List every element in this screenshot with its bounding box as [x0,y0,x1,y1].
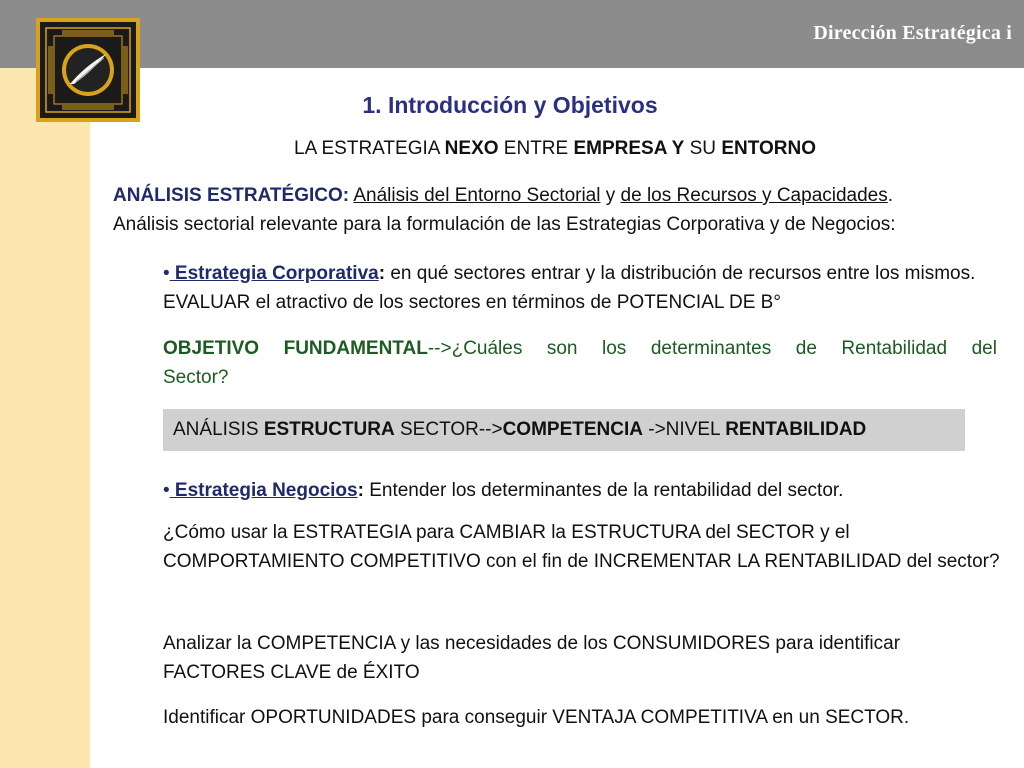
objective-word-1: OBJETIVO [163,338,260,359]
box-bold-2: COMPETENCIA [502,419,643,440]
subtitle-bold-2: EMPRESA Y [573,138,685,159]
objective-word-5: los [602,338,627,359]
bullet-icon: • [163,263,170,284]
course-title: Dirección Estratégica i [813,22,1012,44]
box-bold-1: ESTRUCTURA [263,419,395,440]
box-bold-3: RENTABILIDAD [725,419,867,440]
box-text-2: SECTOR--> [394,419,503,440]
objective-arrow: --> [427,338,452,359]
objective-word-4: son [546,338,578,359]
corporate-strategy-colon: : [378,263,386,284]
business-strategy-label: Estrategia Negocios [169,480,358,501]
strategy-question-paragraph: ¿Cómo usar la ESTRATEGIA para CAMBIAR la ESTRUCTURA del SECTOR y el COMPORTAMIENTO COMPETITIVO con el fin de INCREMENTAR LA RENTABILIDAD del sector? [163,522,1000,572]
slide-subtitle [0,138,1024,160]
competition-analysis-paragraph: Analizar la COMPETENCIA y las necesidades de los CONSUMIDORES para identificar FACTORES CLAVE de ÉXITO [163,633,901,683]
corporate-strategy-label: Estrategia Corporativa [169,263,379,284]
objective-word-6: determinantes [650,338,772,359]
resources-capabilities-analysis: de los Recursos y Capacidades [620,185,888,206]
subtitle-bold-1: NEXO [444,138,499,159]
slide-title-text: 1. Introducción y Objetivos [362,92,658,118]
analysis-period: . [887,185,894,206]
box-text-3: ->NIVEL [642,419,726,440]
strategic-analysis-label: ANÁLISIS ESTRATÉGICO: [113,185,350,206]
subtitle-text-3: SU [684,138,722,159]
structure-analysis-box [163,409,965,451]
business-strategy-colon: : [357,480,364,501]
fundamental-objective [163,334,997,392]
bullet-icon: • [163,480,170,501]
slide-title [0,92,1024,119]
sector-environment-analysis: Análisis del Entorno Sectorial [353,185,601,206]
objective-line-2: Sector? [163,367,229,388]
objective-word-7: de [795,338,817,359]
corporate-strategy-text: en qué sectores entrar y la distribución de recursos entre los mismos. EVALUAR el atractivo de los sectores en términos de POTENCIAL DE B° [163,263,976,313]
objective-word-9: del [971,338,997,359]
sector-analysis-description: Análisis sectorial relevante para la formulación de las Estrategias Corporativa y de Negocios: [113,214,896,235]
objective-word-3: ¿Cuáles [451,338,523,359]
objective-line-1 [163,334,997,363]
subtitle-text-2: ENTRE [498,138,574,159]
subtitle-text-1: LA ESTRATEGIA [294,138,445,159]
top-header-bar [0,0,1024,68]
objective-word-2: FUNDAMENTAL [283,338,428,359]
opportunities-paragraph: Identificar OPORTUNIDADES para conseguir VENTAJA COMPETITIVA en un SECTOR. [163,707,910,728]
box-text-1: ANÁLISIS [173,419,264,440]
subtitle-bold-3: ENTORNO [721,138,816,159]
objective-word-8: Rentabilidad [841,338,948,359]
business-strategy-text: Entender los determinantes de la rentabilidad del sector. [363,480,844,501]
corporate-strategy-item [163,259,1003,317]
business-strategy-item [163,476,1003,505]
analysis-connector: y [600,185,621,206]
strategic-analysis-paragraph [113,181,1003,239]
